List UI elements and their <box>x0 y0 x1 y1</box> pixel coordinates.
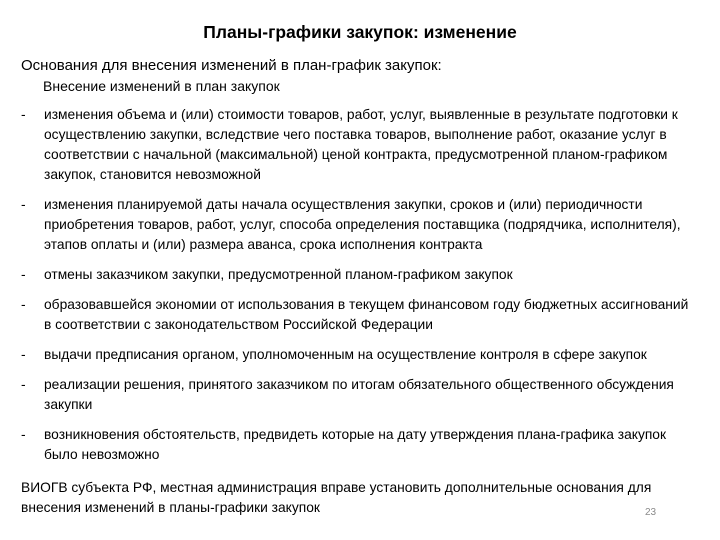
list-item <box>0 295 694 335</box>
slide-title: Планы-графики закупок: изменение <box>203 22 517 42</box>
list-item <box>0 105 694 185</box>
bullet-dash: - <box>21 267 26 282</box>
list-item <box>0 345 694 365</box>
footer-note: ВИОГВ субъекта РФ, местная администрация вправе установить дополнительные основания для внесения изменений в планы-графики закупок <box>21 480 652 515</box>
list-item-text: выдачи предписания органом, уполномоченным на осуществление контроля в сфере закупок <box>44 347 647 362</box>
basis-subheading: Внесение изменений в план закупок <box>43 78 280 94</box>
page-number: 23 <box>645 507 657 518</box>
list-item-text: изменения объема и (или) стоимости товаров, работ, услуг, выявленные в результате подготовки к осуществлению закупки, вследствие чего поставка товаров, выполнение работ, оказание услуг в соответствии с начальной (максимальной) ценой контракта, предусмотренной планом-графиком закупок, становится невозможной <box>44 107 678 182</box>
list-item <box>0 375 694 415</box>
bullet-dash: - <box>21 347 26 362</box>
list-item <box>0 425 694 465</box>
bullet-dash: - <box>21 377 26 392</box>
list-item-text: реализации решения, принятого заказчиком по итогам обязательного общественного обсуждения закупки <box>44 377 674 412</box>
grounds-list <box>0 105 720 475</box>
list-item <box>0 195 694 255</box>
list-item-text: возникновения обстоятельств, предвидеть которые на дату утверждения плана-графика закупок было невозможно <box>44 427 667 462</box>
bullet-dash: - <box>21 107 26 122</box>
list-item <box>0 265 694 285</box>
list-item-text: изменения планируемой даты начала осуществления закупки, сроков и (или) периодичности приобретения товаров, работ, услуг, способа определения поставщика (подрядчика, исполнителя), этапов оплаты и (или) размера аванса, срока исполнения контракта <box>44 197 681 252</box>
bullet-dash: - <box>21 297 26 312</box>
list-item-text: образовавшейся экономии от использования в текущем финансовом году бюджетных ассигнований в соответствии с законодательством Российской Федерации <box>44 297 689 332</box>
list-item-text: отмены заказчиком закупки, предусмотренной планом-графиком закупок <box>44 267 513 282</box>
bullet-dash: - <box>21 197 26 212</box>
bullet-dash: - <box>21 427 26 442</box>
basis-heading: Основания для внесения изменений в план-график закупок: <box>21 57 442 74</box>
